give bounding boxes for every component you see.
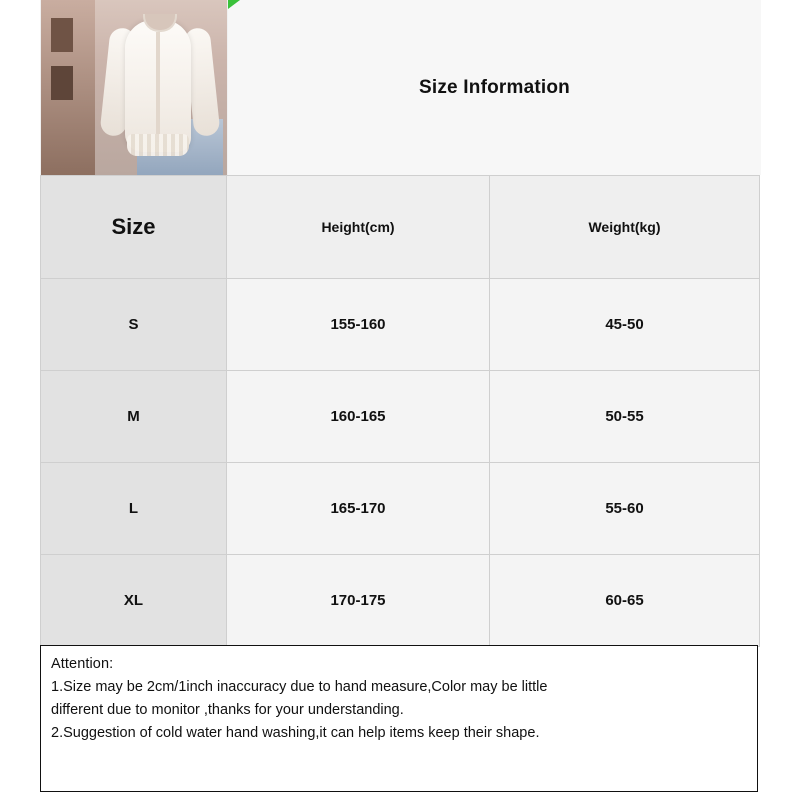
cell-height: 165-170: [227, 463, 490, 555]
cell-height: 170-175: [227, 555, 490, 647]
table-row: [41, 279, 760, 371]
garment-illustration: [103, 6, 215, 166]
table-row: [41, 371, 760, 463]
column-header-height: Height(cm): [227, 176, 490, 279]
page-title: Size Information: [419, 76, 570, 98]
cell-height: 160-165: [227, 371, 490, 463]
size-table: [40, 175, 760, 647]
attention-box: [40, 645, 758, 792]
cell-weight: 50-55: [490, 371, 760, 463]
attention-line-3: 2.Suggestion of cold water hand washing,it can help items keep their shape.: [51, 725, 540, 742]
cell-weight: 60-65: [490, 555, 760, 647]
cell-weight: 55-60: [490, 463, 760, 555]
attention-line-2: different due to monitor ,thanks for your understanding.: [51, 702, 404, 719]
table-header-row: [41, 176, 760, 279]
cell-size: XL: [41, 555, 227, 647]
garment-lace-hem: [127, 134, 189, 156]
size-table-wrapper: [40, 175, 760, 647]
product-photo: [41, 0, 227, 175]
garment-placket: [156, 32, 160, 142]
column-header-weight: Weight(kg): [490, 176, 760, 279]
table-row: [41, 555, 760, 647]
cell-height: 155-160: [227, 279, 490, 371]
photo-wall-detail: [41, 0, 95, 175]
cell-size: M: [41, 371, 227, 463]
table-row: [41, 463, 760, 555]
title-cell: [227, 0, 761, 175]
attention-line-1: 1.Size may be 2cm/1inch inaccuracy due to hand measure,Color may be little: [51, 679, 548, 696]
header-row: [40, 0, 761, 175]
cell-weight: 45-50: [490, 279, 760, 371]
cell-size: L: [41, 463, 227, 555]
attention-heading: Attention:: [51, 656, 114, 672]
cell-size: S: [41, 279, 227, 371]
column-header-size: Size: [41, 176, 227, 279]
